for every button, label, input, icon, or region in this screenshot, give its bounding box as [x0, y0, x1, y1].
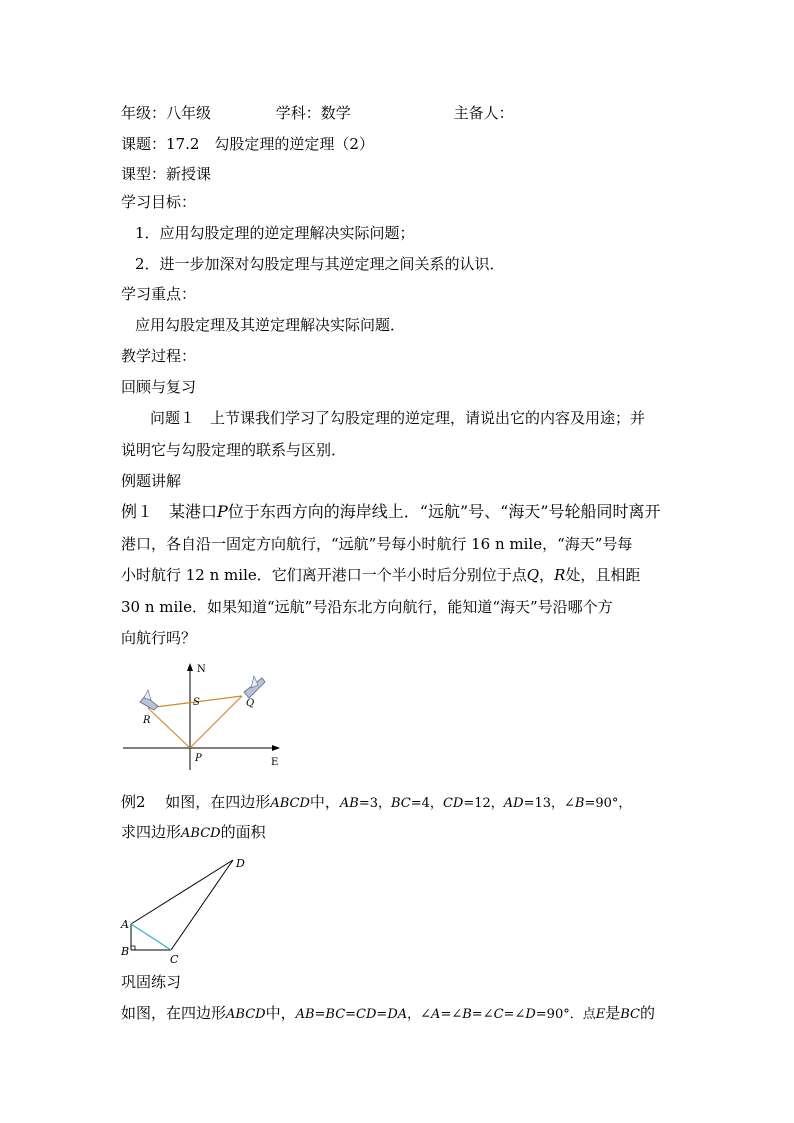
label-r: R [143, 715, 151, 726]
right-angle-mark [131, 946, 135, 950]
subject-label: 学科：数学 [275, 104, 351, 122]
question1-line2: 说明它与勾股定理的联系与区别． [121, 441, 347, 459]
label-q: Q [246, 698, 255, 709]
east-arrow [272, 745, 280, 751]
key-points-text: 应用勾股定理及其逆定理解决实际问题． [135, 316, 406, 334]
preparer-label: 主备人： [453, 104, 514, 122]
label-d: D [236, 857, 245, 870]
header-meta [121, 103, 514, 123]
example1-diagram [118, 660, 288, 770]
segment-pr [148, 708, 190, 748]
review-heading: 回顾与复习 [121, 378, 197, 396]
process-heading: 教学过程： [121, 347, 197, 365]
segment-ac [131, 924, 171, 950]
label-a: A [121, 918, 129, 931]
objectives-heading: 学习目标： [121, 193, 197, 211]
label-c: C [170, 953, 179, 965]
lesson-topic: 课题：17.2 勾股定理的逆定理（2） [121, 135, 374, 153]
practice-line1: 如图，在四边形ABCD中，AB=BC=CD=DA，∠A=∠B=∠C=∠D=90°．点E是BC的 [121, 1004, 655, 1022]
examples-heading: 例题讲解 [121, 472, 182, 490]
example2-line1: 例2 如图，在四边形ABCD中，AB=3，BC=4，CD=12，AD=13，∠B=90°， [121, 793, 632, 811]
lesson-type: 课型：新授课 [121, 165, 212, 183]
north-arrow [187, 663, 193, 671]
label-p: P [195, 753, 202, 764]
label-n: N [197, 664, 206, 675]
example1-line3: 小时航行 12 n mile．它们离开港口一个半小时后分别位于点Q，R处，且相距 [121, 566, 641, 584]
objective-item-2: 2．进一步加深对勾股定理与其逆定理之间关系的认识． [135, 255, 505, 273]
example2-line2: 求四边形ABCD的面积 [121, 823, 266, 841]
example1-line2: 港口，各自沿一固定方向航行，“远航”号每小时航行 16 n mile，“海天”号每 [121, 535, 633, 553]
objective-item-1: 1．应用勾股定理的逆定理解决实际问题； [135, 224, 415, 242]
example1-line1: 例１ 某港口P位于东西方向的海岸线上．“远航”号、“海天”号轮船同时离开 [121, 502, 661, 521]
ship-q-icon [244, 676, 265, 698]
grade-label: 年级：八年级 [121, 104, 212, 122]
question1-line1: 问题１ 上节课我们学习了勾股定理的逆定理，请说出它的内容及用途；并 [150, 409, 646, 427]
segment-dc [171, 860, 233, 950]
example1-line4: 30 n mile．如果知道“远航”号沿东北方向航行，能知道“海天”号沿哪个方 [121, 598, 613, 616]
key-points-heading: 学习重点： [121, 285, 197, 303]
example1-line5: 向航行吗？ [121, 629, 197, 647]
label-b: B [121, 945, 130, 958]
segment-ad [131, 860, 233, 924]
example2-diagram [116, 853, 251, 965]
practice-heading: 巩固练习 [121, 973, 182, 991]
label-e: E [271, 757, 279, 768]
label-s: S [193, 697, 200, 708]
ship-r-icon [140, 690, 158, 710]
